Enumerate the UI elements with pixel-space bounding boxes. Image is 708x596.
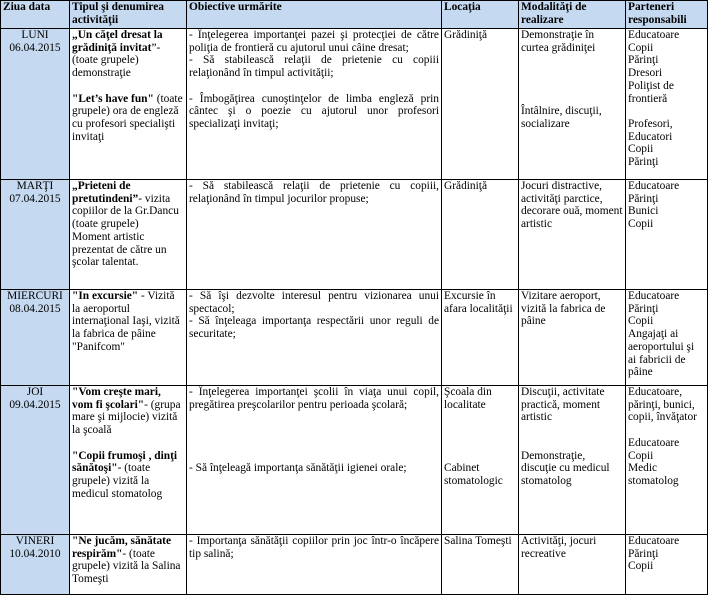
modality: Demonstraţie în curtea grădiniţei bbox=[521, 29, 596, 54]
activity-title: "Copii frumoşi , dinţi sănătoşi" bbox=[72, 449, 178, 475]
partner: Copii bbox=[628, 560, 654, 573]
partner: Dresori bbox=[628, 67, 663, 80]
activity-title: "Let’s have fun" bbox=[72, 92, 154, 105]
partners-cell bbox=[626, 386, 708, 535]
partner: Poliţist de frontieră bbox=[628, 79, 674, 105]
activity-details: - vizita copiilor de la Gr.Dancu (toate grupele) bbox=[72, 192, 179, 231]
table-row-monday bbox=[1, 29, 708, 180]
partner: Educatoare bbox=[628, 29, 680, 41]
activity-details: - (toate grupele) vizită la medicul stomatolog bbox=[72, 462, 163, 500]
objective: - Înţelegerea importanţei pazei şi protecţiei de către poliţia de frontieră cu ajutorul unui câine dresat; bbox=[189, 29, 439, 54]
partner: Educatoare bbox=[628, 180, 680, 192]
day-cell bbox=[1, 180, 70, 290]
partner: Profesori, bbox=[628, 117, 673, 130]
partner: Copii bbox=[628, 449, 654, 462]
table-row-tuesday bbox=[1, 180, 708, 290]
day-name: JOI bbox=[26, 386, 44, 398]
objective: - Importanţa sănătăţii copiilor prin joc într-o încăpere tip salină; bbox=[189, 535, 439, 560]
header-row bbox=[1, 1, 708, 29]
partner: Părinţi bbox=[628, 302, 659, 315]
modalities-cell bbox=[519, 29, 626, 180]
modalities-cell: Activităţi, jocuri recreative bbox=[519, 535, 626, 595]
activity-cell bbox=[70, 535, 187, 595]
partners-cell bbox=[626, 180, 708, 290]
day-name: VINERI bbox=[15, 535, 55, 547]
modality: Discuţii, activitate practică, moment artistic bbox=[521, 386, 605, 424]
activity-cell bbox=[70, 29, 187, 180]
day-date: 07.04.2015 bbox=[9, 192, 61, 205]
activity-title: „Prieteni de pretutindeni” bbox=[72, 180, 139, 205]
activity-title: "Ne jucăm, sănătate respirăm" bbox=[72, 535, 172, 560]
partners-cell bbox=[626, 29, 708, 180]
objective: - Să stabilească relaţii de prietenie cu copiii, relaţionând în timpul jocurilor propuse; bbox=[189, 180, 439, 205]
location-cell: Grădiniţă bbox=[442, 29, 519, 180]
objectives-cell bbox=[187, 535, 442, 595]
location-cell: Excursie în afara localităţii bbox=[442, 290, 519, 386]
partner: Educatoare bbox=[628, 290, 680, 302]
day-cell bbox=[1, 29, 70, 180]
activity-cell bbox=[70, 290, 187, 386]
objective: - Îmbogăţirea cunoştinţelor de limba engleză prin cântec şi o poezie cu ajutorul unor profesori specializaţi invitaţi; bbox=[189, 92, 439, 130]
activity-details: (toate grupele) ora de engleză cu profesori specialişti invitaţi bbox=[72, 92, 183, 143]
location: Cabinet stomatologic bbox=[444, 462, 503, 487]
day-cell bbox=[1, 535, 70, 595]
location-cell: Salina Tomeşti bbox=[442, 535, 519, 595]
activity-cell bbox=[70, 386, 187, 535]
day-name: MIERCURI bbox=[7, 290, 63, 302]
partner: Părinţi bbox=[628, 547, 659, 560]
location-cell bbox=[442, 386, 519, 535]
partner: Copii bbox=[628, 143, 654, 156]
activity-title: "Vom creşte mari, vom fi şcolari" bbox=[72, 386, 161, 411]
day-name: MARŢI bbox=[16, 180, 54, 192]
partner: Copii bbox=[628, 315, 654, 328]
partner: Medic stomatolog bbox=[628, 462, 679, 487]
objective: - Să îşi dezvolte interesul pentru vizionarea unui spectacol; bbox=[189, 290, 439, 315]
objective: - Să stabilească relaţii de prietenie cu copiii relaţionând în timpul activităţii; bbox=[189, 54, 439, 80]
location-cell: Grădiniţă bbox=[442, 180, 519, 290]
day-date: 10.04.2010 bbox=[9, 547, 61, 560]
header-location: Locaţia bbox=[442, 1, 519, 29]
partner: Educatori bbox=[628, 130, 673, 143]
table-row-wednesday bbox=[1, 290, 708, 386]
objectives-cell bbox=[187, 290, 442, 386]
day-date: 06.04.2015 bbox=[9, 41, 61, 54]
modalities-cell bbox=[519, 386, 626, 535]
modalities-cell: Jocuri distractive, activităţi parctice, decorare ouă, moment artistic bbox=[519, 180, 626, 290]
objectives-cell bbox=[187, 386, 442, 535]
table-row-thursday bbox=[1, 386, 708, 535]
partners-cell bbox=[626, 290, 708, 386]
header-objectives: Obiective urmărite bbox=[187, 1, 442, 29]
day-name: LUNI bbox=[21, 29, 49, 41]
partner: Copii bbox=[628, 218, 654, 231]
activity-cell bbox=[70, 180, 187, 290]
partner: Educatoare bbox=[628, 436, 680, 449]
partner: Educatoare bbox=[628, 535, 680, 547]
partner: Bunici bbox=[628, 205, 659, 218]
partner: Angajaţi ai aeroportului şi ai fabricii de pâine bbox=[628, 328, 695, 379]
activity-details: - (toate grupele) vizită la Salina Tomeşti bbox=[72, 547, 181, 586]
partner: Părinţi bbox=[628, 192, 659, 205]
activity-details: ”- (toate grupele) demonstraţie bbox=[72, 41, 161, 80]
objective: - Înţelegerea importanţei şcolii în viaţa unui copil, pregătirea preşcolarilor pentru perioada şcolară; bbox=[189, 386, 439, 411]
activity-title: „Un căţel dresat la grădiniţă invitat bbox=[72, 29, 163, 54]
partner: Părinţi bbox=[628, 156, 659, 169]
header-partners: Parteneri responsabili bbox=[626, 1, 708, 29]
day-cell bbox=[1, 290, 70, 386]
objective: - Să înţeleagă importanţa sănătăţii igienei orale; bbox=[189, 462, 407, 475]
day-date: 08.04.2015 bbox=[9, 302, 61, 315]
location: Şcoala din localitate bbox=[444, 386, 492, 411]
activity-details: - Vizită la aeroportul internaţional Iaşi, vizită la fabrica de pâine "Panifcom" bbox=[72, 290, 180, 353]
activity-extra: Moment artistic prezentat de către un şcolar talentat. bbox=[72, 230, 167, 269]
partner: Copii bbox=[628, 41, 654, 54]
objective: - Să înţeleaga importanţa respectării unor reguli de securitate; bbox=[189, 315, 439, 341]
objectives-cell bbox=[187, 180, 442, 290]
table-row-friday bbox=[1, 535, 708, 595]
header-activity-type: Tipul şi denumirea activităţii bbox=[70, 1, 187, 29]
partner: Educatoare, părinţi, bunici, copii, învăţator bbox=[628, 386, 697, 424]
partner: Părinţi bbox=[628, 54, 659, 67]
activity-title: "In excursie" bbox=[72, 290, 139, 302]
day-cell bbox=[1, 386, 70, 535]
activity-details: - (grupa mare şi mijlocie) vizită la şcoală bbox=[72, 398, 181, 437]
header-day: Ziua data bbox=[1, 1, 70, 29]
modality: Întâlnire, discuţii, socializare bbox=[521, 105, 602, 130]
day-date: 09.04.2015 bbox=[9, 398, 61, 411]
modalities-cell: Vizitare aeroport, vizită la fabrica de pâine bbox=[519, 290, 626, 386]
header-modalities: Modalităţi de realizare bbox=[519, 1, 626, 29]
partners-cell bbox=[626, 535, 708, 595]
modality: Demonstraţie, discuţie cu medicul stomatolog bbox=[521, 449, 610, 487]
objectives-cell bbox=[187, 29, 442, 180]
